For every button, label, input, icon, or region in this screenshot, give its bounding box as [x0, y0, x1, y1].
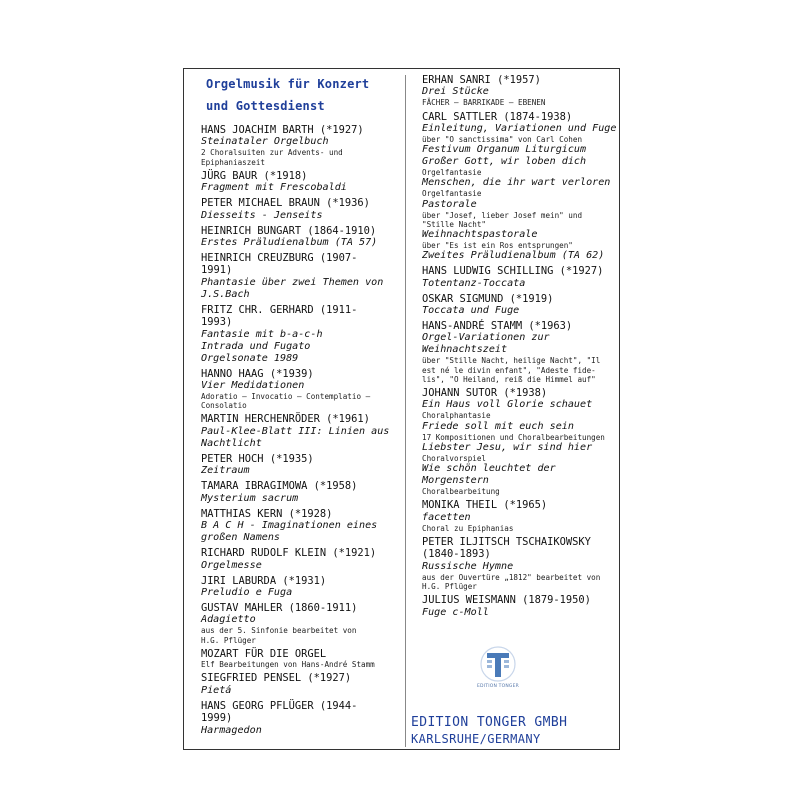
catalog-entry	[422, 320, 617, 384]
work-note: Adoratio – Invocatio – Contemplatio –	[201, 392, 371, 402]
work-title: Russische Hymne	[422, 560, 514, 572]
composer-name: JOHANN SUTOR (*1938)	[422, 387, 548, 400]
logo-icon	[470, 644, 526, 686]
right-column-list	[422, 74, 617, 622]
work-title: Phantasie über zwei Themen von	[201, 276, 384, 288]
composer-name-continued: 1991)	[201, 264, 233, 277]
composer-name: GUSTAV MAHLER (1860-1911)	[201, 601, 358, 614]
catalog-entry	[201, 304, 406, 365]
composer-name: CARL SATTLER (1874-1938)	[422, 110, 573, 123]
catalog-entry	[201, 672, 406, 696]
catalog-entry	[201, 480, 406, 504]
work-title: Drei Stücke	[422, 86, 489, 98]
composer-name: MOZART FÜR DIE ORGEL	[201, 647, 327, 660]
work-note: 17 Kompositionen und Choralbearbeitungen	[422, 432, 605, 442]
work-title: Friede soll mit euch sein	[422, 420, 574, 432]
composer-name: SIEGFRIED PENSEL (*1927)	[201, 672, 352, 685]
composer-name: FRITZ CHR. GERHARD (1911-	[201, 303, 358, 316]
work-title: Orgelmesse	[201, 559, 262, 571]
catalog-entry	[201, 453, 406, 477]
catalog-entry	[422, 293, 617, 317]
composer-name: JIRI LABURDA (*1931)	[201, 574, 327, 587]
work-note: über "Stille Nacht, heilige Nacht", "Il	[422, 356, 601, 366]
catalog-heading-line2: und Gottesdienst	[206, 99, 325, 113]
catalog-entry	[201, 170, 406, 194]
work-title: Nachtlicht	[201, 437, 262, 449]
work-title: Vier Medidationen	[201, 380, 305, 392]
composer-name: PETER MICHAEL BRAUN (*1936)	[201, 197, 370, 210]
work-note: FÄCHER – BARRIKADE – EBENEN	[422, 98, 546, 108]
work-title: Paul-Klee-Blatt III: Linien aus	[201, 425, 390, 437]
publisher-block	[411, 715, 611, 746]
work-title: Harmagedon	[201, 724, 262, 736]
catalog-entry	[201, 700, 406, 737]
catalog-entry	[422, 387, 617, 496]
catalog-entry	[201, 508, 406, 544]
catalog-entry	[201, 368, 406, 411]
work-title: Totentanz-Toccata	[422, 277, 526, 289]
publisher-name: EDITION TONGER GMBH	[411, 715, 568, 730]
composer-name: HANS LUDWIG SCHILLING (*1927)	[422, 265, 604, 278]
work-title: großen Namens	[201, 532, 281, 544]
catalog-entry	[201, 413, 406, 449]
work-note: lis", "O Heiland, reiß die Himmel auf"	[422, 374, 596, 384]
composer-name: JULIUS WEISMANN (1879-1950)	[422, 594, 591, 607]
work-note: Choralbearbeitung	[422, 487, 500, 497]
work-note: Orgelfantasie	[422, 189, 482, 199]
work-note: "Stille Nacht"	[422, 219, 487, 229]
work-title: Steinataler Orgelbuch	[201, 136, 329, 148]
catalog-entry	[201, 225, 406, 249]
composer-name: TAMARA IBRAGIMOWA (*1958)	[201, 480, 358, 493]
composer-name: OSKAR SIGMUND (*1919)	[422, 292, 554, 305]
catalog-entry	[201, 602, 406, 645]
composer-name-continued: 1999)	[201, 712, 233, 725]
catalog-entry	[422, 74, 617, 108]
catalog-entry	[422, 265, 617, 289]
catalog-entry	[201, 124, 406, 167]
composer-name-continued: 1993)	[201, 316, 233, 329]
work-title: Intrada und Fugato	[201, 340, 311, 352]
catalog-entry	[201, 197, 406, 221]
composer-name: PETER HOCH (*1935)	[201, 452, 314, 465]
composer-name: MARTIN HERCHENRÖDER (*1961)	[201, 413, 370, 426]
work-note: 2 Choralsuiten zur Advents- und	[201, 148, 343, 158]
work-title: Erstes Präludienalbum (TA 57)	[201, 237, 378, 249]
work-note: über "O sanctissima" von Carl Cohen	[422, 135, 583, 145]
work-note: über "Es ist ein Ros entsprungen"	[422, 241, 573, 251]
catalog-entry	[422, 111, 617, 263]
work-note: über "Josef, lieber Josef mein" und	[422, 210, 583, 220]
work-note: H.G. Pflüger	[422, 581, 477, 591]
composer-name: ERHAN SANRI (*1957)	[422, 74, 541, 86]
catalog-entry	[201, 575, 406, 599]
publisher-city: KARLSRUHE/GERMANY	[411, 732, 541, 746]
work-title: Zweites Präludienalbum (TA 62)	[422, 250, 605, 262]
work-title: Fantasie mit b-a-c-h	[201, 328, 323, 340]
work-note: Elf Bearbeitungen von Hans-André Stamm	[201, 660, 375, 670]
work-note: Choralvorspiel	[422, 453, 487, 463]
work-title: Toccata und Fuge	[422, 305, 520, 317]
composer-name: HANS-ANDRÉ STAMM (*1963)	[422, 320, 573, 333]
logo-caption: EDITION TONGER	[477, 684, 519, 689]
catalog-entry	[422, 499, 617, 533]
work-title: Orgelsonate 1989	[201, 352, 299, 364]
work-title: J.S.Bach	[201, 288, 250, 300]
work-title: Weihnachtspastorale	[422, 229, 538, 241]
work-title: Diesseits - Jenseits	[201, 209, 323, 221]
catalog-entry	[201, 648, 406, 670]
work-title: Preludio e Fuga	[201, 586, 293, 598]
work-title: B A C H - Imaginationen eines	[201, 520, 378, 532]
work-note: aus der 5. Sinfonie bearbeitet von	[201, 626, 357, 636]
composer-name: HANNO HAAG (*1939)	[201, 367, 314, 380]
composer-name: HEINRICH BUNGART (1864-1910)	[201, 224, 377, 237]
work-title: Fuge c-Moll	[422, 606, 489, 618]
catalog-entry	[422, 536, 617, 591]
work-note: Epiphaniaszeit	[201, 157, 266, 167]
work-note: Consolatio	[201, 401, 247, 411]
catalog-heading-line1: Orgelmusik für Konzert	[206, 77, 370, 91]
work-note: Orgelfantasie	[422, 168, 482, 178]
work-note: aus der Ouvertüre „1812" bearbeitet von	[422, 572, 601, 582]
composer-name: HANS GEORG PFLÜGER (1944-	[201, 699, 358, 712]
left-column-list	[201, 124, 406, 740]
work-title: Wie schön leuchtet der	[422, 463, 556, 475]
catalog-entry	[201, 252, 406, 301]
catalog-entry	[422, 594, 617, 618]
catalog-entry	[201, 547, 406, 571]
work-note: Choral zu Epiphanias	[422, 523, 514, 533]
work-note: est né le divin enfant", "Adeste fide-	[422, 365, 596, 375]
catalog-page	[183, 68, 620, 750]
composer-name: MONIKA THEIL (*1965)	[422, 499, 548, 512]
composer-name: HANS JOACHIM BARTH (*1927)	[201, 124, 364, 136]
work-title: Fragment mit Frescobaldi	[201, 182, 347, 194]
composer-name: JÜRG BAUR (*1918)	[201, 169, 308, 182]
work-title: Menschen, die ihr wart verloren	[422, 177, 611, 189]
composer-name-continued: (1840-1893)	[422, 548, 491, 561]
work-title: Großer Gott, wir loben dich	[422, 156, 587, 168]
composer-name: HEINRICH CREUZBURG (1907-	[201, 252, 358, 265]
work-note: H.G. Pflüger	[201, 635, 256, 645]
work-title: Orgel-Variationen zur	[422, 332, 550, 344]
work-title: Festivum Organum Liturgicum	[422, 144, 587, 156]
work-title: Weihnachtszeit	[422, 344, 508, 356]
work-title: Zeitraum	[201, 465, 250, 477]
work-title: Liebster Jesu, wir sind hier	[422, 441, 593, 453]
composer-name: MATTHIAS KERN (*1928)	[201, 507, 333, 520]
work-note: Choralphantasie	[422, 411, 491, 421]
work-title: Pietá	[201, 684, 232, 696]
composer-name: RICHARD RUDOLF KLEIN (*1921)	[201, 547, 377, 560]
work-title: Einleitung, Variationen und Fuge	[422, 123, 617, 135]
work-title: Pastorale	[422, 198, 477, 210]
edition-tonger-logo	[470, 644, 526, 692]
work-title: Adagietto	[201, 614, 256, 626]
composer-name: PETER ILJITSCH TSCHAIKOWSKY	[422, 535, 591, 548]
work-title: Ein Haus voll Glorie schauet	[422, 399, 593, 411]
work-title: Morgenstern	[422, 475, 489, 487]
work-title: facetten	[422, 511, 471, 523]
work-title: Mysterium sacrum	[201, 492, 299, 504]
